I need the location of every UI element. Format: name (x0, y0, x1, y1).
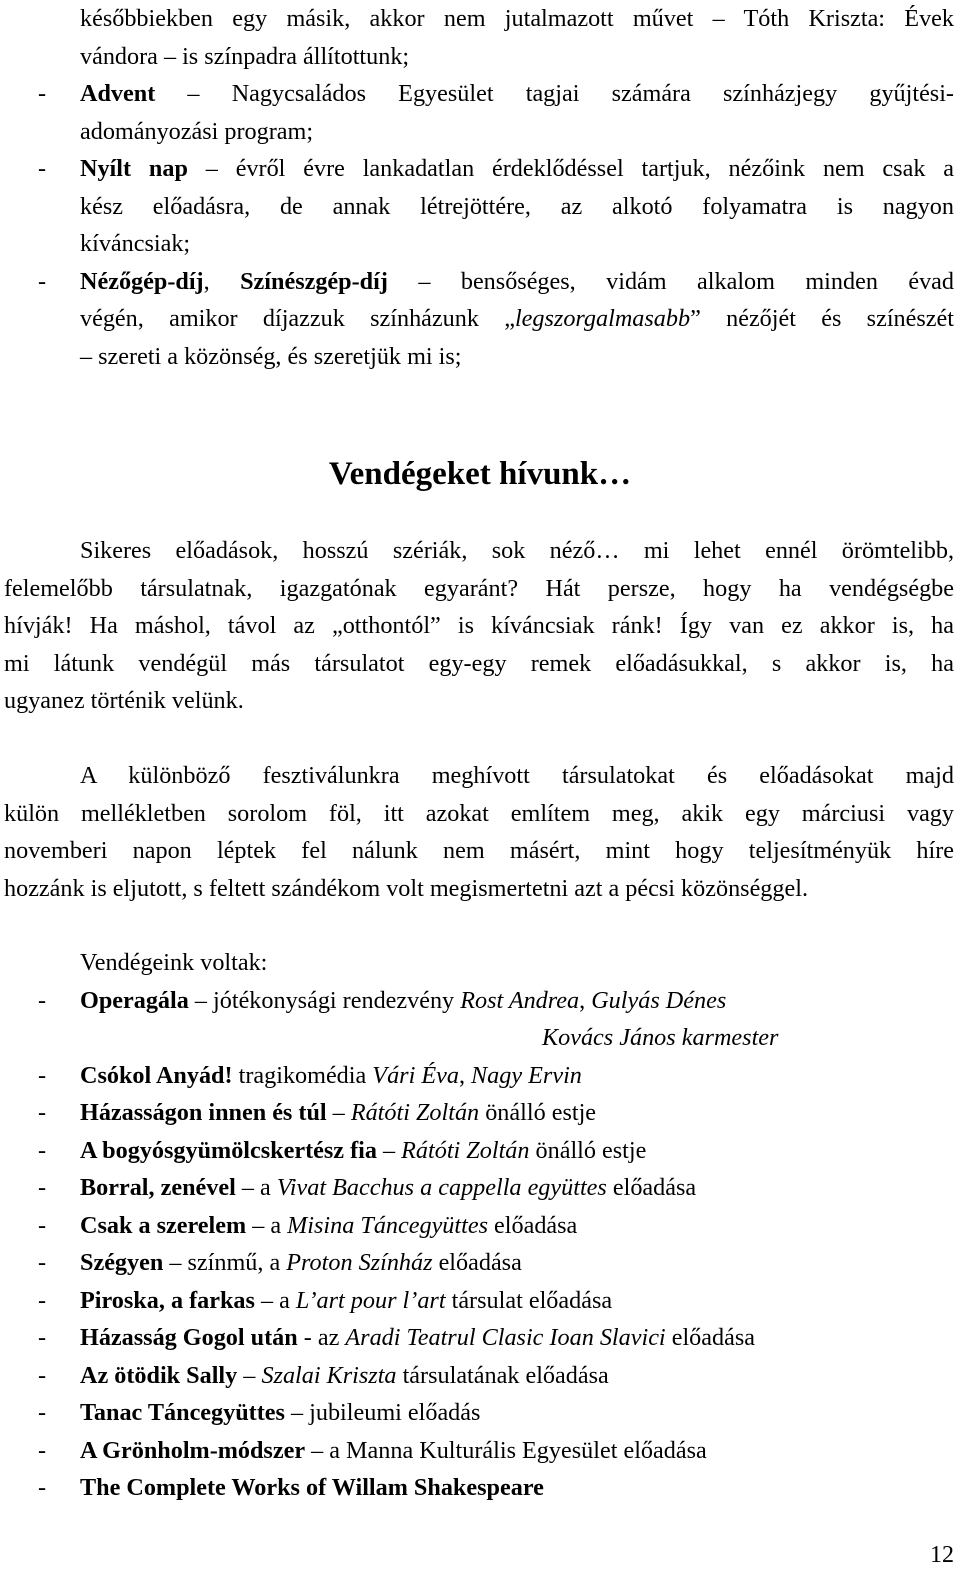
item-title: A bogyósgyümölcskertész fia (80, 1136, 377, 1164)
text-line: kész előadásra, de annak létrejöttére, az alkotó folyamatra is nagyon (80, 192, 954, 220)
list-bullet: - (38, 1099, 47, 1126)
list-bullet: - (38, 1249, 47, 1276)
item-text: – Nagycsaládos Egyesület tagjai számára színházjegy gyűjtési- (155, 80, 954, 107)
text-line: felemelőbb társulatnak, igazgatónak egyaránt? Hát persze, hogy ha vendégségbe (4, 574, 954, 602)
item-text: társulat előadása (445, 1286, 613, 1314)
list-item (80, 982, 726, 1020)
list-item (80, 1282, 612, 1320)
list-item-advent (0, 75, 954, 113)
item-title: Operagála (80, 986, 189, 1014)
item-text: – jótékonysági rendezvény (188, 986, 461, 1014)
list-bullet: - (38, 986, 47, 1014)
item-text: önálló estje (479, 1099, 597, 1126)
item-title: Házasság Gogol után (80, 1324, 298, 1351)
item-text: – (376, 1136, 402, 1164)
text-line: vándora – is színpadra állítottunk; (80, 42, 410, 70)
list-item (80, 1057, 582, 1095)
list-bullet: - (38, 80, 47, 107)
item-title: Advent (80, 80, 156, 107)
italic-text: Rátóti Zoltán (401, 1136, 530, 1164)
item-text: – bensőséges, vidám alkalom minden évad (387, 267, 955, 295)
list-bullet: - (38, 1174, 47, 1201)
item-text: előadása (432, 1249, 522, 1276)
item-text: – a (254, 1286, 296, 1314)
text-line: adományozási program; (80, 117, 314, 145)
item-title: Nyílt nap (80, 155, 188, 182)
list-item (80, 1132, 646, 1170)
item-text: – színmű, a (163, 1249, 287, 1276)
item-text: előadása (606, 1174, 697, 1201)
text-line: külön mellékletben sorolom föl, itt azokat említem meg, akik egy márciusi vagy (4, 799, 954, 827)
list-bullet: - (38, 1136, 47, 1164)
item-text: , (203, 267, 241, 295)
list-item-dij (0, 263, 954, 301)
list-intro: Vendégeink voltak: (80, 949, 268, 976)
list-bullet: - (38, 1361, 47, 1389)
item-title: Piroska, a farkas (80, 1286, 255, 1314)
italic-text: Szalai Kriszta (261, 1361, 397, 1389)
section-heading: Vendégeket hívunk… (328, 456, 632, 492)
italic-text: legszorgalmasabb (514, 305, 691, 332)
item-title: A Grönholm-módszer (80, 1436, 306, 1464)
list-item (80, 1432, 707, 1470)
italic-text: Vivat Bacchus a cappella együttes (276, 1174, 607, 1201)
text-line (0, 300, 954, 338)
item-title: Szégyen (80, 1249, 164, 1276)
list-bullet: - (38, 1286, 47, 1314)
item-text: – a Manna Kulturális Egyesület előadása (305, 1436, 707, 1464)
item-text: – jubileumi előadás (284, 1399, 481, 1426)
italic-text: Misina Táncegyüttes (287, 1211, 488, 1239)
item-text: tragikomédia (232, 1061, 373, 1089)
list-item-continuation (542, 1019, 778, 1057)
text-line: hozzánk is eljutott, s feltett szándékom volt megismertetni azt a pécsi közönséggel. (4, 874, 808, 902)
list-bullet: - (38, 1436, 47, 1464)
item-text: előadása (665, 1324, 755, 1351)
item-title: Nézőgép-díj (80, 267, 204, 295)
item-title: Csak a szerelem (80, 1211, 247, 1239)
list-item (80, 1469, 544, 1507)
list-bullet: - (38, 155, 47, 182)
item-text: - az (297, 1324, 346, 1351)
item-title: Tanac Táncegyüttes (80, 1399, 285, 1426)
text-line: – szereti a közönség, és szeretjük mi is; (80, 342, 462, 370)
italic-text: Nagy Ervin (471, 1061, 582, 1089)
list-bullet: - (38, 1324, 47, 1351)
italic-text: Rátóti Zoltán (350, 1099, 480, 1126)
item-text: önálló estje (529, 1136, 647, 1164)
item-title: Színészgép-díj (240, 267, 388, 295)
italic-text: Rost Andrea (460, 986, 580, 1014)
italic-text: L’art pour l’art (295, 1286, 446, 1314)
list-item (80, 1244, 522, 1282)
item-text: – (237, 1361, 262, 1389)
italic-text: Proton Színház (286, 1249, 433, 1276)
italic-text: Aradi Teatrul Clasic Ioan Slavici (345, 1324, 666, 1351)
item-text: társulatának előadása (396, 1361, 609, 1389)
text-line: novemberi napon léptek fel nálunk nem másért, mint hogy teljesítményük híre (4, 837, 954, 864)
list-bullet: - (38, 1061, 47, 1089)
list-item (80, 1357, 609, 1395)
text-line: kíváncsiak; (80, 230, 191, 257)
list-bullet: - (38, 1474, 47, 1501)
italic-text: Gulyás Dénes (591, 986, 727, 1014)
item-text: – a (235, 1174, 277, 1201)
item-title: Az ötödik Sally (80, 1361, 238, 1389)
text-line: későbbiekben egy másik, akkor nem jutalmazott művet – Tóth Kriszta: Évek (80, 5, 954, 32)
list-item (80, 1169, 696, 1207)
item-text: – évről évre lankadatlan érdeklődéssel tartjuk, nézőink nem csak a (187, 155, 954, 182)
text-line: A különböző fesztiválunkra meghívott társulatokat és előadásokat majd (80, 762, 954, 789)
item-text: , (458, 1061, 472, 1089)
italic-text: Vári Éva (372, 1061, 459, 1089)
text-line: Sikeres előadások, hosszú szériák, sok néző… mi lehet ennél örömtelibb, (80, 537, 954, 564)
item-title: Borral, zenével (80, 1174, 236, 1201)
item-title: Házasságon innen és túl (80, 1099, 327, 1126)
item-text: , (579, 986, 592, 1014)
list-item (80, 1394, 480, 1432)
list-item (80, 1207, 577, 1245)
page-number: 12 (930, 1542, 954, 1568)
list-item (80, 1094, 596, 1132)
item-title: The Complete Works of Willam Shakespeare (80, 1474, 544, 1501)
text-line: mi látunk vendégül más társulatot egy-egy remek előadásukkal, s akkor is, ha (4, 649, 954, 677)
item-text: előadása (487, 1211, 578, 1239)
item-text: – (326, 1099, 351, 1126)
list-bullet: - (38, 1211, 47, 1239)
list-item (80, 1319, 755, 1357)
text-span: végén, amikor díjazzuk színházunk „ (80, 305, 515, 332)
list-bullet: - (38, 267, 47, 295)
item-text: – a (246, 1211, 288, 1239)
item-title: Csókol Anyád! (80, 1061, 233, 1089)
text-span: ” nézőjét és színészét (690, 305, 954, 332)
list-item-nyilt-nap (0, 150, 954, 188)
text-line: ugyanez történik velünk. (4, 687, 244, 714)
italic-text: Kovács János karmester (542, 1024, 779, 1051)
list-bullet: - (38, 1399, 47, 1426)
text-line: hívják! Ha máshol, távol az „otthontól” is kíváncsiak ránk! Így van ez akkor is, ha (4, 612, 954, 639)
